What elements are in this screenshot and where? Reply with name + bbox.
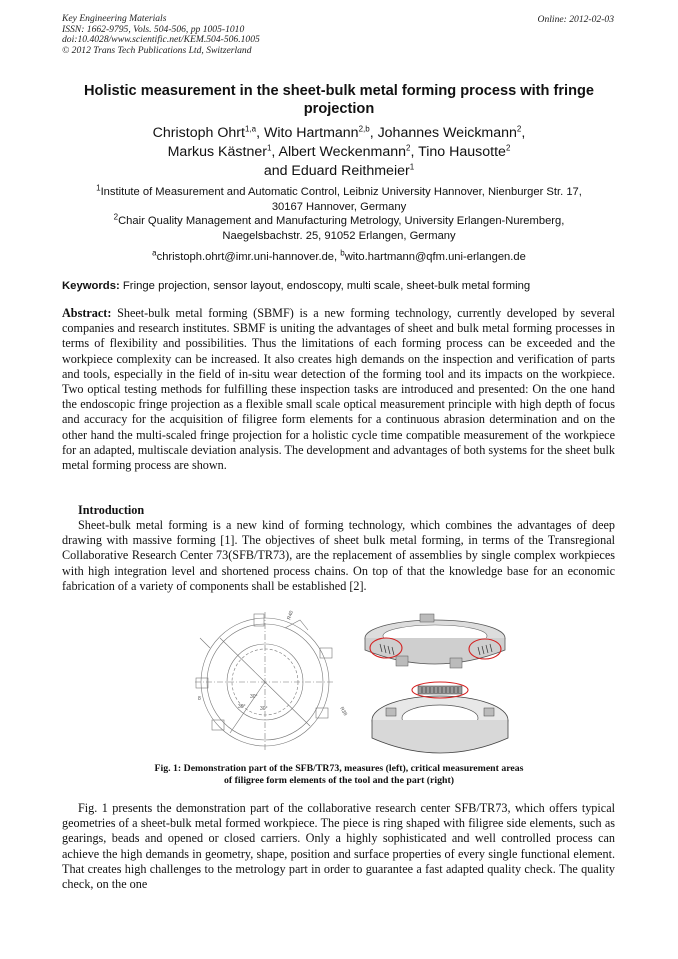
drawing-labels xyxy=(198,610,348,717)
author-emails xyxy=(62,248,616,263)
drawing-label: 8 xyxy=(198,696,201,702)
email-link[interactable]: christoph.ohrt@imr.uni-hannover.de, xyxy=(156,251,341,263)
affiliation-sup: 1 xyxy=(96,183,101,193)
author-sup: 1 xyxy=(409,162,415,172)
copyright-line: © 2012 Trans Tech Publications Ltd, Switzerland xyxy=(62,44,252,56)
author-sep: , xyxy=(410,144,419,160)
drawing-label: R38 xyxy=(338,706,349,717)
keywords-label: Keywords: xyxy=(62,280,120,292)
abstract-text: Sheet-bulk metal forming (SBMF) is a new forming technology, currently developed by several companies and research institutes. SBMF is uniting the advantages of sheet and bulk metal forming processes in terms of flexibility and possibilities. Thus the limitations of each forming process can be exceeded and the workpiece complexity can be increased. It also creates high demands on the inspection and verification of parts and tools, especially in the field of in-situ wear detection of the forming tool and its impacts on the workpiece. Two optical testing methods for fulfilling these inspection tasks are introduced and presented: On the one hand the endoscopic fringe projection as a flexible small scale optical measurement principle with high depth of focus and accuracy for the acquisition of filigree form elements for a continuous abrasion determination and on the other hand the multi-scaled fringe projection for a holistic cycle time compatible measurement of the workpiece for an adapted, multiscale deviation analysis. The development and advantages of both systems for the sheet bulk metal forming process are shown. xyxy=(62,306,615,473)
body-paragraph: Fig. 1 presents the demonstration part of the collaborative research center SFB/TR73, which offers typical geometries of a sheet-bulk metal formed workpiece. The piece is ring shaped with filigree side elements, such as gearings, beads and opened or closed carriers. Only a highly sophisticated and well controlled process can achieve the high demands in geometry, shape, position and surface properties of every single functional element. That creates high challenges to the metrology part in order to guarantee a fast adapted quality check. The quality check, on the one xyxy=(62,801,615,892)
journal-name: Key Engineering Materials xyxy=(62,13,167,24)
drawing-label: 30° xyxy=(260,706,268,712)
keywords xyxy=(62,280,622,292)
author-sup: 2 xyxy=(406,143,411,153)
author-sep: , xyxy=(271,144,279,160)
author-sup: 2,b xyxy=(358,124,370,134)
author-name: Johannes Weickmann xyxy=(377,125,517,141)
author-sep: , xyxy=(521,125,526,141)
author-name: Tino Hausotte xyxy=(418,144,506,160)
affiliation-2 xyxy=(58,214,620,229)
author-sup: 2 xyxy=(516,124,522,134)
author-sep: , xyxy=(369,125,378,141)
abstract-label: Abstract: xyxy=(62,306,112,320)
caption-line: Fig. 1: Demonstration part of the SFB/TR73, measures (left), critical measurement areas xyxy=(154,763,524,774)
email-sup: b xyxy=(340,248,345,258)
email-link[interactable]: wito.hartmann@qfm.uni-erlangen.de xyxy=(344,251,526,263)
technical-drawing xyxy=(195,609,335,752)
email-sup: a xyxy=(152,248,157,258)
affiliation-1-line2: 30167 Hannover, Germany xyxy=(271,200,407,213)
affiliation-1 xyxy=(58,185,620,200)
author-name: Wito Hartmann xyxy=(263,125,359,141)
figure-1 xyxy=(190,608,520,760)
affiliation-sup: 2 xyxy=(113,212,119,222)
author-sup: 2 xyxy=(505,143,511,153)
author-sep: , xyxy=(256,125,264,141)
author-line-2 xyxy=(62,143,616,162)
doi-line: doi:10.4028/www.scientific.net/KEM.504-506.1005 xyxy=(62,34,260,46)
issn-line: ISSN: 1662-9795, Vols. 504-506, pp 1005-1010 xyxy=(62,23,245,35)
online-date: Online: 2012-02-03 xyxy=(537,14,614,25)
author-line-3 xyxy=(62,162,616,181)
affiliation-text: Institute of Measurement and Automatic Control, Leibniz University Hannover, Nienburger Str. 17, xyxy=(100,186,582,198)
author-name: Albert Weckenmann xyxy=(278,144,407,160)
author-name: Christoph Ohrt xyxy=(152,125,245,141)
figure-caption xyxy=(62,763,616,788)
affiliation-2-line2: Naegelsbachstr. 25, 91052 Erlangen, Germany xyxy=(222,229,456,242)
author-line-1 xyxy=(62,124,616,143)
author-list xyxy=(62,124,616,181)
affiliation-text: Chair Quality Management and Manufacturing Metrology, University Erlangen-Nuremberg, xyxy=(118,215,565,228)
affiliations xyxy=(58,185,620,243)
tool-render xyxy=(365,614,505,668)
keywords-text: Fringe projection, sensor layout, endoscopy, multi scale, sheet-bulk metal forming xyxy=(119,280,531,292)
part-render xyxy=(372,682,508,753)
author-name: and Eduard Reithmeier xyxy=(263,163,410,179)
author-name: Markus Kästner xyxy=(167,144,267,160)
author-sup: 1 xyxy=(266,143,272,153)
journal-header xyxy=(62,14,260,56)
abstract xyxy=(62,306,615,473)
drawing-label: 30° xyxy=(250,694,258,700)
drawing-label: 30° xyxy=(238,704,246,710)
author-sup: 1,a xyxy=(244,124,257,134)
section-heading: Introduction xyxy=(78,503,145,517)
intro-paragraph: Sheet-bulk metal forming is a new kind of forming technology, which combines the advantages of deep drawing with massive forming [1]. The objectives of sheet bulk metal forming, in terms of the Transregional Collaborative Research Center 73(SFB/TR73), are the replacement of assemblies by single complex workpieces with high integration level and shortened process chains. On top of that the knowledge base for an economic fabrication of a variety of components shall be established [2]. xyxy=(62,518,615,593)
paper-title: Holistic measurement in the sheet-bulk metal forming process with fringe projection xyxy=(83,83,595,117)
drawing-label: R40 xyxy=(286,609,296,621)
caption-line: of filigree form elements of the tool and the part (right) xyxy=(224,775,454,787)
